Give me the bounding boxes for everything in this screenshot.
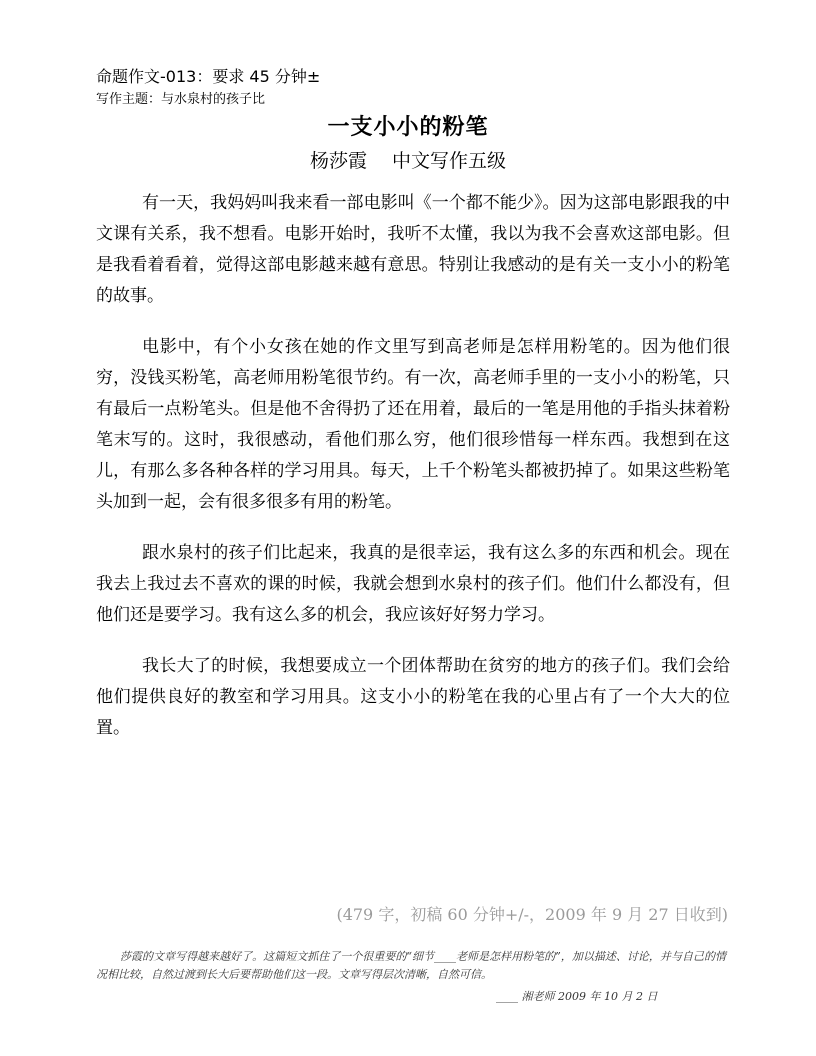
teacher-comment: 莎霞的文章写得越来越好了。这篇短文抓住了一个很重要的“细节____老师是怎样用粉笔的”，加以描述、讨论，并与自己的情况相比较，自然过渡到长大后要帮助他们这一段。文章写得层次清晰，自然可信。 [96, 950, 726, 981]
essay-paragraph: 我长大了的时候，我想要成立一个团体帮助在贫穷的地方的孩子们。我们会给他们提供良好的教室和学习用具。这支小小的粉笔在我的心里占有了一个大大的位置。 [96, 656, 730, 738]
essay-paragraph: 跟水泉村的孩子们比起来，我真的是很幸运，我有这么多的东西和机会。现在我去上我过去不喜欢的课的时候，我就会想到水泉村的孩子们。他们什么都没有，但他们还是要学习。我有这么多的机会，我应该好好努力学习。 [96, 543, 730, 625]
author-byline: 杨莎霞 中文写作五级 [309, 150, 507, 172]
essay-paragraph: 有一天，我妈妈叫我来看一部电影叫《一个都不能少》。因为这部电影跟我的中文课有关系，我不想看。电影开始时，我听不太懂，我以为我不会喜欢这部电影。但是我看着看着，觉得这部电影越来越有意思。特别让我感动的是有关一支小小的粉笔的故事。 [96, 193, 730, 306]
word-count-note: (479 字，初稿 60 分钟+/-，2009 年 9 月 27 日收到) [336, 905, 728, 924]
theme-header: 写作主题：与水泉村的孩子比 [96, 92, 266, 107]
essay-title: 一支小小的粉笔 [327, 114, 489, 140]
essay-body [96, 188, 730, 764]
assignment-header: 命题作文-013：要求 45 分钟± [96, 67, 321, 86]
teacher-signature: ____ 湘老师 2009 年 10 月 2 日 [496, 990, 658, 1003]
essay-paragraph: 电影中，有个小女孩在她的作文里写到高老师是怎样用粉笔的。因为他们很穷，没钱买粉笔，高老师用粉笔很节约。有一次，高老师手里的一支小小的粉笔，只有最后一点粉笔头。但是他不舍得扔了还在用着，最后的一笔是用他的手指头抹着粉笔末写的。这时，我很感动，看他们那么穷，他们很珍惜每一样东西。我想到在这儿，有那么多各种各样的学习用具。每天，上千个粉笔头都被扔掉了。如果这些粉笔头加到一起，会有很多很多有用的粉笔。 [96, 337, 730, 512]
